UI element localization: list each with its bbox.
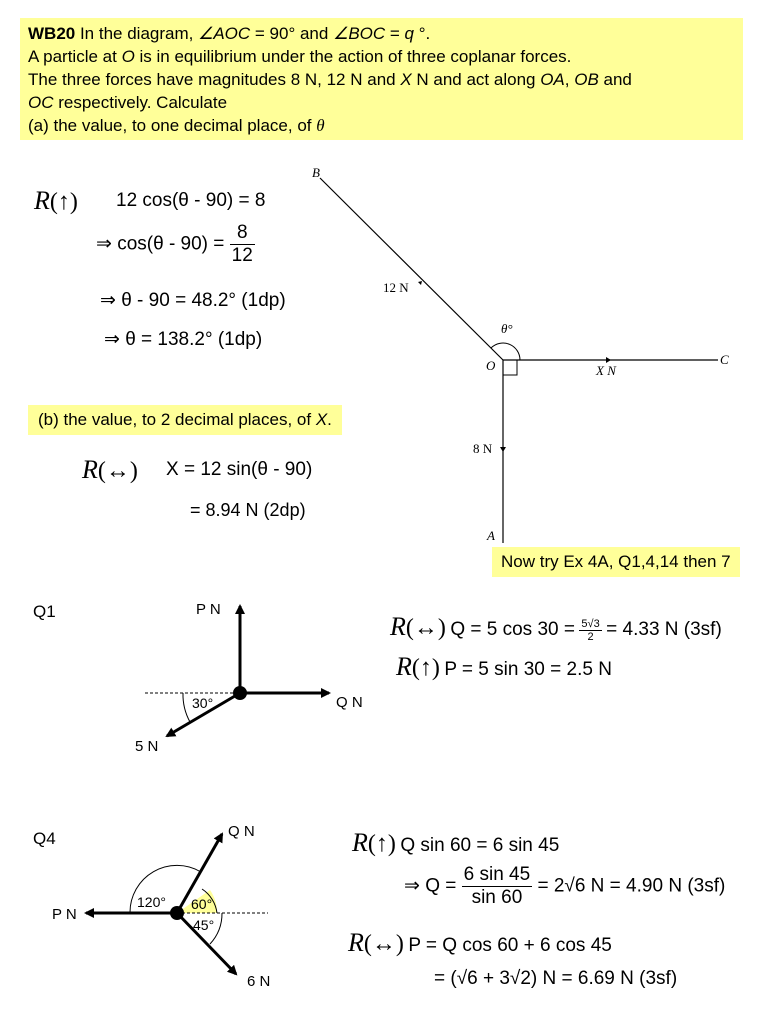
arrow-8n bbox=[500, 447, 506, 452]
q1-label-30: 30° bbox=[192, 695, 214, 711]
label-b: B bbox=[312, 165, 320, 180]
line-ob bbox=[320, 178, 503, 360]
label-o: O bbox=[486, 358, 496, 373]
arrow-12n bbox=[418, 281, 422, 285]
part-a-equation-1: 12 cos(θ - 90) = 8 bbox=[116, 190, 266, 211]
intro-line-3: The three forces have magnitudes 8 N, 12 N and X N and act along OA, OB and bbox=[28, 70, 632, 89]
q4-label-120: 120° bbox=[137, 894, 166, 910]
q4-force-diagram bbox=[52, 823, 270, 990]
q1-vertical-resolve: R(↑) P = 5 sin 30 = 2.5 N bbox=[396, 652, 612, 681]
q1-label-q: Q N bbox=[336, 694, 363, 711]
q4-particle bbox=[170, 906, 184, 920]
q1-force-diagram bbox=[135, 601, 363, 755]
fraction-8-12: $\frac{8}{12}$ bbox=[231, 222, 253, 266]
intro-line-4: OC respectively. Calculate bbox=[28, 93, 228, 112]
q1-label-5n: 5 N bbox=[135, 738, 159, 755]
q1-particle bbox=[233, 686, 247, 700]
part-a-equation-4: ⇒ θ = 138.2° (1dp) bbox=[104, 329, 263, 350]
q4-equation-q: ⇒ Q = $\frac{6 \sin 45}{\sin 60}$ = 2√6 N = 4.90 N (3sf) bbox=[404, 864, 726, 908]
fraction-6sin45-sin60: $\frac{6 \sin 45}{\sin 60}$ bbox=[463, 864, 531, 908]
label-8n: 8 N bbox=[473, 441, 493, 456]
q1-label-p: P N bbox=[196, 601, 221, 618]
intro-line-2: A particle at O is in equilibrium under the action of three coplanar forces. bbox=[28, 47, 572, 66]
question-code: WB20 bbox=[28, 24, 76, 43]
q4-label-60: 60° bbox=[191, 896, 213, 912]
part-b-equation-2: = 8.94 N (2dp) bbox=[190, 500, 306, 520]
q1-angle-arc bbox=[183, 693, 190, 722]
q1-horizontal-resolve: R(↔) Q = 5 cos 30 = $\frac{5√3}{2}$ = 4.33 N (3sf) bbox=[390, 612, 722, 644]
part-a-equation-3: ⇒ θ - 90 = 48.2° (1dp) bbox=[100, 290, 286, 311]
q1-label: Q1 bbox=[33, 602, 56, 621]
part-b-question-box: (b) the value, to 2 decimal places, of X. bbox=[28, 405, 342, 435]
right-angle-marker bbox=[503, 360, 517, 375]
part-a-equation-2: ⇒ cos(θ - 90) = $\frac{8}{12}$ bbox=[96, 222, 253, 266]
part-a-resolve-label: R(↑) bbox=[34, 186, 78, 215]
fraction-5root3-2: $\frac{5√3}{2}$ bbox=[581, 618, 600, 644]
label-a: A bbox=[487, 528, 495, 543]
part-b-resolve-label: R(↔) bbox=[82, 455, 138, 484]
q4-label: Q4 bbox=[33, 829, 56, 848]
label-theta: θ° bbox=[501, 321, 513, 336]
q4-vertical-resolve: R(↑) Q sin 60 = 6 sin 45 bbox=[352, 828, 560, 857]
q4-label-q: Q N bbox=[228, 823, 255, 840]
q4-equation-p: = (√6 + 3√2) N = 6.69 N (3sf) bbox=[434, 968, 678, 989]
q4-label-6n: 6 N bbox=[247, 973, 271, 990]
label-xn: X N bbox=[596, 363, 616, 378]
intro-line-5: (a) the value, to one decimal place, of θ bbox=[28, 116, 325, 135]
label-12n: 12 N bbox=[383, 280, 409, 295]
q4-label-45: 45° bbox=[193, 917, 215, 933]
intro-line-1: WB20 In the diagram, ∠AOC = 90° and ∠BOC = q °. bbox=[28, 24, 431, 43]
now-try-box: Now try Ex 4A, Q1,4,14 then 7 bbox=[492, 547, 740, 577]
part-b-equation-1: X = 12 sin(θ - 90) bbox=[166, 459, 313, 480]
main-force-diagram bbox=[312, 165, 729, 543]
q4-label-p: P N bbox=[52, 906, 77, 923]
q4-horizontal-resolve: R(↔) P = Q cos 60 + 6 cos 45 bbox=[348, 928, 612, 957]
label-c: C bbox=[720, 352, 729, 367]
